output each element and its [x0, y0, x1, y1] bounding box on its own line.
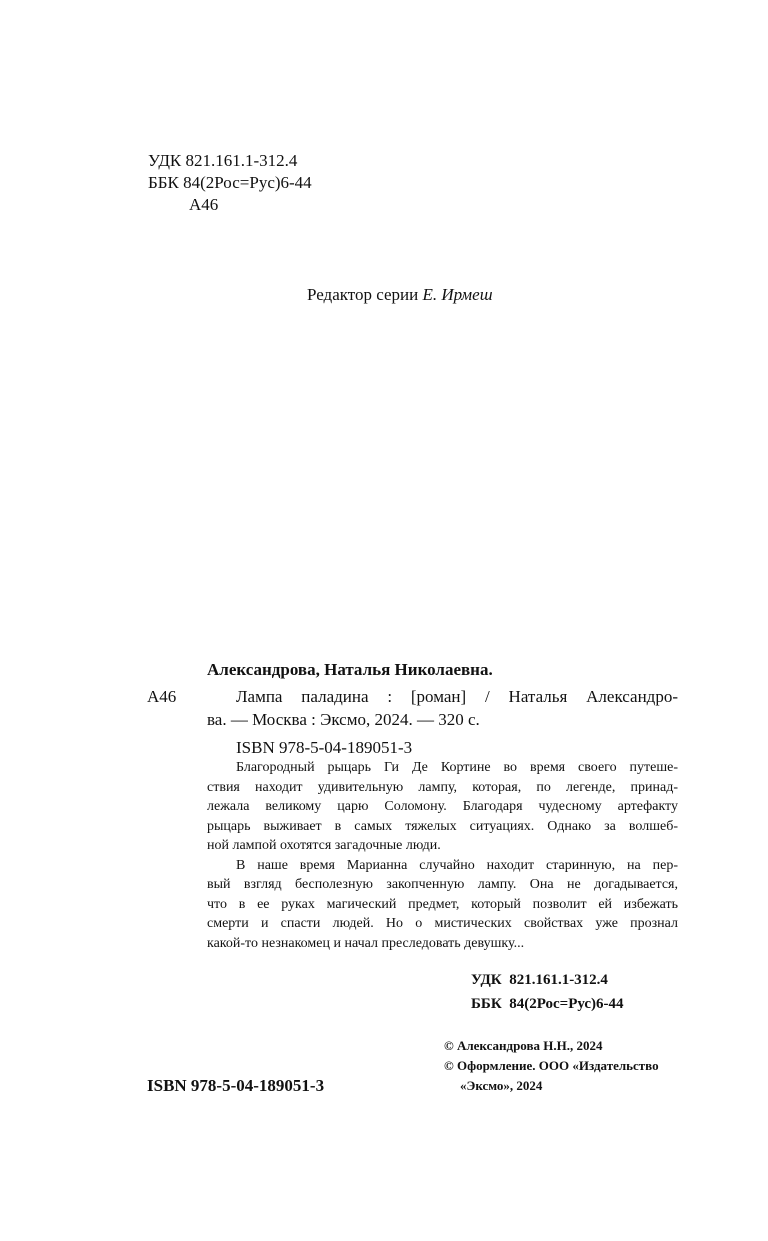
annotation-line: лежала великому царю Соломону. Благодаря чудесному артефакту — [207, 799, 678, 814]
udk-code: УДК 821.161.1-312.4 — [148, 151, 298, 170]
card-title-line-1: Лампа паладина : [роман] / Наталья Александро- — [236, 687, 678, 706]
card-isbn: ISBN 978-5-04-189051-3 — [236, 738, 413, 757]
copyright-author: © Александрова Н.Н., 2024 — [444, 1038, 603, 1053]
bbk-code: ББК 84(2Рос=Рус)6-44 — [148, 173, 312, 192]
annotation-line: вый взгляд бесполезную закопченную лампу. Она не догадывается, — [207, 877, 678, 892]
classification-block-top — [148, 150, 312, 216]
copyright-design-cont: «Эксмо», 2024 — [460, 1078, 543, 1093]
annotation-line: В наше время Марианна случайно находит старинную, на пер- — [236, 857, 678, 873]
series-editor — [307, 284, 493, 306]
series-editor-name: Е. Ирмеш — [422, 285, 493, 304]
card-author-sign: А46 — [147, 687, 177, 706]
annotation-paragraph-1 — [207, 758, 678, 856]
udk-code-bottom: УДК 821.161.1-312.4 — [471, 972, 608, 988]
annotation — [207, 758, 678, 953]
isbn-bottom: ISBN 978-5-04-189051-3 — [147, 1076, 325, 1095]
copyright-design: © Оформление. ООО «Издательство — [444, 1058, 659, 1073]
author-sign: А46 — [189, 195, 219, 214]
series-editor-label: Редактор серии — [307, 285, 423, 304]
annotation-line: ствия находит удивительную лампу, которая, по легенде, принад- — [207, 779, 678, 795]
annotation-line: Благородный рыцарь Ги Де Кортине во время своего путеше- — [236, 760, 678, 775]
annotation-line: ной лампой охотятся загадочные люди. — [207, 838, 441, 853]
annotation-paragraph-2 — [207, 856, 678, 954]
annotation-line: смерти и спасти людей. Но о мистических свойствах уже прознал — [207, 916, 678, 931]
copyright-block — [444, 1036, 659, 1096]
classification-block-bottom — [471, 968, 624, 1016]
bbk-code-bottom: ББК 84(2Рос=Рус)6-44 — [471, 996, 624, 1012]
annotation-line: какой-то незнакомец и начал преследовать девушку... — [207, 935, 525, 951]
annotation-line: что в ее руках магический предмет, который позволит ей избежать — [207, 896, 678, 912]
annotation-line: рыцарь выживает в самых тяжелых ситуациях. Однако за волшеб- — [207, 818, 678, 834]
card-title-line-2: ва. — Москва : Эксмо, 2024. — 320 с. — [207, 710, 480, 729]
card-author: Александрова, Наталья Николаевна. — [207, 660, 493, 679]
